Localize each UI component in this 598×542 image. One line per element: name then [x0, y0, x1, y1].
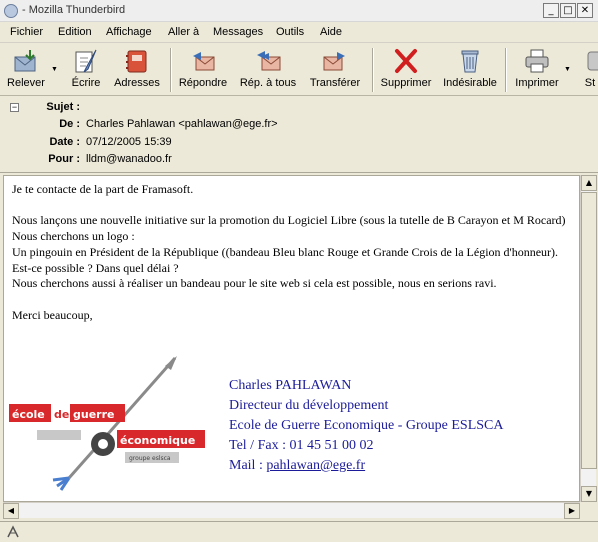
- logo-word-1: école: [12, 408, 45, 421]
- signature-org: Ecole de Guerre Economique - Groupe ESLSCA: [229, 418, 504, 433]
- signature-role: Directeur du développement: [229, 398, 389, 413]
- reply-all-icon: [254, 48, 282, 74]
- from-label: De :: [59, 118, 80, 130]
- menu-aide[interactable]: Aide: [320, 26, 343, 38]
- message-header: [0, 97, 598, 173]
- junk-label: Indésirable: [443, 77, 497, 89]
- signature-mail-label: Mail :: [229, 458, 267, 473]
- close-button[interactable]: ✕: [577, 3, 593, 18]
- scroll-up-icon[interactable]: ▲: [581, 175, 597, 191]
- menu-fichier[interactable]: Fichier: [10, 26, 44, 38]
- reply-label: Répondre: [178, 77, 228, 89]
- minimize-button[interactable]: _: [543, 3, 559, 18]
- write-button[interactable]: [66, 46, 106, 94]
- stop-icon: [584, 48, 598, 74]
- collapse-header-icon[interactable]: −: [11, 102, 18, 112]
- forward-icon: [321, 48, 349, 74]
- main-toolbar: [0, 44, 598, 96]
- signature-mail-row: [229, 456, 503, 476]
- chevron-down-icon: ▼: [564, 66, 571, 73]
- thunderbird-icon: [4, 4, 18, 18]
- status-bar: [0, 521, 598, 542]
- write-icon: [72, 48, 100, 74]
- logo-word-2: de: [54, 408, 70, 421]
- delete-label: Supprimer: [380, 77, 432, 89]
- from-link[interactable]: Charles Pahlawan <pahlawan@ege.fr>: [86, 118, 278, 130]
- scroll-right-icon[interactable]: ▶: [564, 503, 580, 519]
- addressbook-button[interactable]: [112, 46, 162, 94]
- vertical-scroll-thumb[interactable]: [581, 192, 597, 469]
- menu-affichage[interactable]: Affichage: [106, 26, 152, 38]
- delete-button[interactable]: [380, 46, 432, 94]
- scroll-left-icon[interactable]: ◀: [3, 503, 19, 519]
- write-label: Écrire: [71, 77, 101, 89]
- horizontal-scrollbar[interactable]: [3, 502, 580, 518]
- date-label: Date :: [49, 136, 80, 148]
- signature-mail-link[interactable]: pahlawan@ege.fr: [266, 458, 366, 473]
- maximize-button[interactable]: □: [560, 3, 576, 18]
- date-row: [0, 136, 80, 152]
- toolbar-separator: [372, 48, 374, 92]
- print-button[interactable]: [513, 46, 561, 94]
- stop-button[interactable]: [582, 46, 598, 94]
- date-value: 07/12/2005 15:39: [86, 136, 172, 148]
- message-body[interactable]: [3, 175, 580, 502]
- addressbook-label: Adresses: [114, 77, 160, 89]
- forward-label: Transférer: [309, 77, 361, 89]
- signature: [229, 376, 503, 476]
- get-mail-icon: [12, 48, 40, 74]
- vertical-scrollbar[interactable]: [580, 175, 596, 502]
- ecole-guerre-economique-logo: [7, 356, 207, 491]
- online-status-icon[interactable]: [6, 525, 20, 539]
- reply-button[interactable]: [176, 46, 230, 94]
- get-mail-button[interactable]: [4, 46, 48, 94]
- get-mail-label: Relever: [7, 77, 45, 89]
- reply-icon: [189, 48, 217, 74]
- print-icon: [523, 48, 551, 74]
- subject-row: [0, 101, 80, 117]
- addressbook-icon: [123, 48, 151, 74]
- window-title: - Mozilla Thunderbird: [22, 4, 126, 16]
- logo-word-3: guerre: [73, 408, 115, 421]
- from-row: [0, 118, 80, 134]
- junk-button[interactable]: [442, 46, 498, 94]
- delete-icon: [392, 48, 420, 74]
- menu-aller-a[interactable]: Aller à: [168, 26, 200, 38]
- scroll-down-icon[interactable]: ▼: [581, 486, 597, 502]
- forward-button[interactable]: [306, 46, 364, 94]
- message-text: Je te contacte de la part de Framasoft. Nous lançons une nouvelle initiative sur la promotion du Logiciel Libre (sous la tutelle de B Carayon et M Rocard) Nous cherchons un logo : Un pingouin en Président de la République ((bandeau Bleu blanc Rouge et Grande Crois de la Légion d'honneur). Est-ce possible ? Dans quel délai ? Nous cherchons aussi à réaliser un bandeau pour le site web si cela est possible, nous en serions ravi. Merci beaucoup,: [12, 182, 566, 322]
- print-label: Imprimer: [515, 77, 559, 89]
- chevron-down-icon: ▼: [51, 66, 58, 73]
- logo-tagline: groupe eslsca: [129, 455, 171, 462]
- signature-phone: Tel / Fax : 01 45 51 00 02: [229, 438, 374, 453]
- title-bar: [0, 0, 598, 22]
- to-link[interactable]: lldm@wanadoo.fr: [86, 153, 172, 165]
- junk-icon: [456, 48, 484, 74]
- menu-outils[interactable]: Outils: [276, 26, 305, 38]
- to-row: [0, 153, 80, 169]
- logo-word-4: économique: [120, 434, 196, 447]
- subject-label: Sujet :: [46, 101, 80, 113]
- menu-bar: [0, 22, 598, 43]
- toolbar-separator: [170, 48, 172, 92]
- toolbar-separator: [505, 48, 507, 92]
- signature-name: Charles PAHLAWAN: [229, 378, 352, 393]
- to-label: Pour :: [48, 153, 80, 165]
- reply-all-button[interactable]: [236, 46, 300, 94]
- stop-label: St: [584, 77, 596, 89]
- menu-edition[interactable]: Edition: [58, 26, 92, 38]
- reply-all-label: Rép. à tous: [239, 77, 297, 89]
- menu-messages[interactable]: Messages: [213, 26, 264, 38]
